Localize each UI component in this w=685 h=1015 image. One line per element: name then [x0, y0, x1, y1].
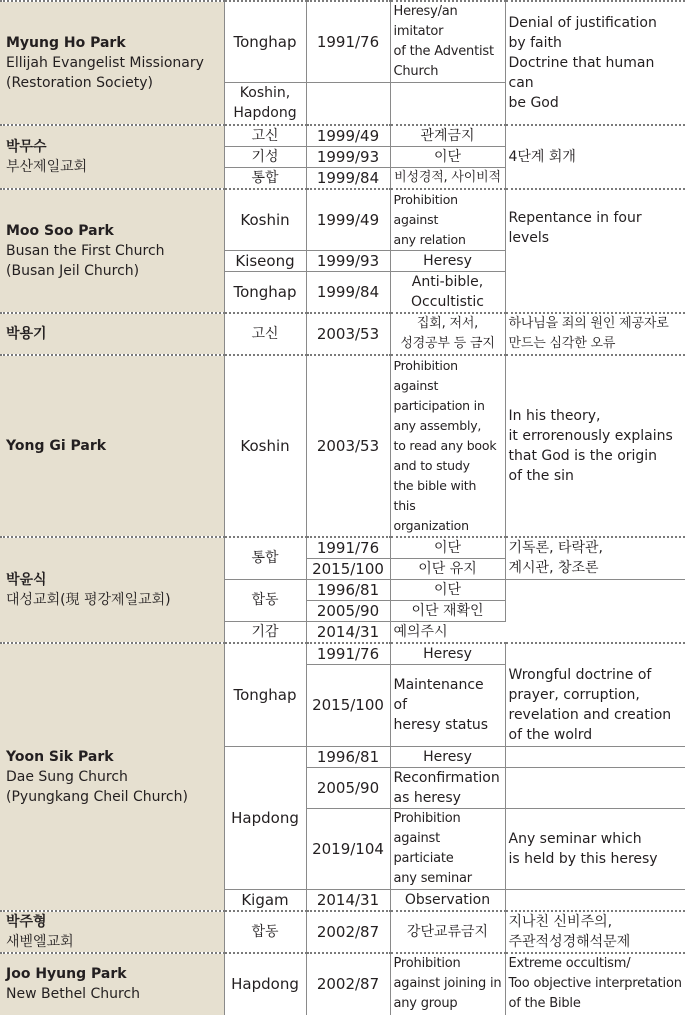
year-session: 1991/76	[316, 33, 380, 51]
resolution: 비성경적, 사이비적	[394, 169, 501, 185]
resolution: 이단 유지	[418, 560, 477, 577]
year-session: 2005/90	[316, 601, 380, 620]
year-session: 2015/100	[312, 696, 384, 714]
church-name: New Bethel Church	[6, 986, 141, 1002]
denomination: Kigam	[241, 890, 289, 909]
church-alias: (Pyungkang Cheil Church)	[6, 788, 188, 805]
reason: Repentance in four levels	[508, 209, 642, 246]
person-name-cell	[0, 355, 224, 537]
year-session: 1991/76	[316, 644, 380, 663]
church-name: 부산제일교회	[6, 158, 88, 175]
denomination: 합동	[251, 923, 279, 940]
table-row	[0, 355, 685, 537]
resolution: Heresy	[423, 645, 472, 662]
denomination: 고신	[251, 127, 279, 144]
year-session: 2005/90	[316, 778, 380, 797]
table-row	[0, 643, 685, 665]
person-name-cell	[0, 911, 224, 953]
reason: 하나님을 죄의 원인 제공자로 만드는 심각한 오류	[508, 315, 669, 351]
year-session: 1996/81	[316, 580, 380, 599]
person-name-cell	[0, 1, 224, 125]
denomination: 기감	[251, 623, 279, 640]
denomination: 통합	[251, 169, 279, 186]
person-name: 박무수	[6, 138, 47, 155]
resolution: Observation	[404, 891, 491, 908]
denomination: Koshin	[240, 210, 290, 229]
denomination: Hapdong	[231, 808, 299, 827]
resolution: Heresy	[423, 748, 472, 765]
church-name: 새벧엘교회	[6, 933, 74, 950]
person-name-cell	[0, 313, 224, 355]
year-session: 2002/87	[316, 922, 380, 941]
table-row	[0, 537, 685, 559]
resolution: 집회, 저서, 성경공부 등 금지	[400, 315, 495, 351]
denomination: Tonghap	[233, 282, 297, 301]
denomination: 합동	[251, 592, 279, 608]
person-name-cell	[0, 953, 224, 1015]
church-alias: (Busan Jeil Church)	[6, 262, 140, 279]
reason: 기독론, 타락관, 계시관, 창조론	[508, 540, 603, 576]
year-session: 2015/100	[312, 559, 384, 578]
reason: Denial of justification by faith Doctrine that human can be God	[508, 14, 657, 111]
resolution: Prohibition against particiate any seminar	[393, 810, 472, 886]
resolution: 강단교류금지	[406, 923, 489, 940]
year-session: 1999/49	[316, 210, 380, 229]
person-name: Yoon Sik Park	[6, 748, 114, 765]
person-name: Yong Gi Park	[6, 437, 107, 454]
year-session: 2003/53	[316, 436, 380, 455]
year-session: 1996/81	[316, 747, 380, 766]
year-session: 1999/93	[316, 147, 380, 166]
denomination: Hapdong	[231, 975, 299, 993]
year-session: 2014/31	[316, 622, 380, 641]
person-name: 박용기	[6, 325, 47, 342]
table-row	[0, 189, 685, 251]
table-row	[0, 1, 685, 83]
person-name-cell	[0, 189, 224, 313]
church-name: Ellijah Evangelist Missionary	[6, 54, 204, 71]
year-session: 2014/31	[316, 890, 380, 909]
resolution: Reconfirmation as heresy	[393, 769, 500, 806]
church-name: Dae Sung Church	[6, 768, 128, 785]
denomination: Tonghap	[233, 685, 297, 704]
reason: 4단계 회개	[508, 148, 576, 165]
denomination: Kiseong	[235, 251, 295, 270]
table-row	[0, 953, 685, 1015]
person-name: 박윤식	[6, 571, 47, 588]
person-name-cell	[0, 643, 224, 911]
denomination: 고신	[251, 325, 279, 342]
year-session: 1999/49	[316, 126, 380, 145]
person-name: 박주형	[6, 913, 47, 930]
person-name: Joo Hyung Park	[6, 966, 127, 982]
table-row	[0, 313, 685, 355]
year-session: 2019/104	[312, 839, 384, 858]
reason: 지나친 신비주의, 주관적성경해석문제	[508, 913, 631, 950]
year-session: 1999/93	[316, 251, 380, 270]
resolution: 이단	[433, 581, 462, 598]
person-name: Myung Ho Park	[6, 34, 126, 51]
reason: In his theory, it errorenously explains that God is the origin of the sin	[508, 407, 673, 484]
person-name-cell	[0, 125, 224, 189]
reason: Wrongful doctrine of prayer, corruption, revelation and creation of the wolrd	[508, 666, 672, 743]
person-name-cell	[0, 537, 224, 643]
person-name: Moo Soo Park	[6, 222, 114, 239]
resolution: 이단	[433, 148, 462, 165]
reason: Any seminar which is held by this heresy	[508, 830, 658, 867]
year-session: 1991/76	[316, 538, 380, 557]
resolution: Prohibition against any relation	[393, 191, 466, 247]
resolution: Prohibition against participation in any assembly, to read any book and to study the bible with this organization	[393, 357, 497, 533]
denomination: Koshin, Hapdong	[233, 85, 297, 122]
church-alias: (Restoration Society)	[6, 74, 154, 91]
resolution: 이단 재확인	[411, 602, 484, 619]
resolution: Heresy/an imitator of the Adventist Church	[393, 4, 494, 79]
table-row	[0, 125, 685, 147]
year-session: 2003/53	[316, 324, 380, 343]
resolution: Anti-bible, Occultistic	[411, 273, 484, 310]
year-session: 2002/87	[316, 975, 380, 993]
reason: Extreme occultism/ Too objective interpretation of the Bible	[508, 956, 682, 1011]
year-session: 1999/84	[316, 168, 380, 187]
church-name: Busan the First Church	[6, 242, 165, 259]
resolution: 이단	[433, 539, 462, 556]
denomination: Koshin	[240, 436, 290, 455]
resolution: Prohibition against joining in any group	[393, 956, 502, 1011]
resolution: Heresy	[423, 252, 472, 269]
resolution: 예의주시	[393, 623, 448, 640]
church-name: 대성교회(現 평강제일교회)	[6, 591, 171, 608]
denomination: 통합	[251, 550, 279, 566]
year-session: 1999/84	[316, 282, 380, 301]
denomination: Tonghap	[233, 33, 297, 51]
denomination: 기성	[251, 148, 279, 165]
resolution: 관계금지	[420, 127, 475, 144]
resolution: Maintenance of heresy status	[393, 677, 489, 733]
table-row	[0, 911, 685, 953]
